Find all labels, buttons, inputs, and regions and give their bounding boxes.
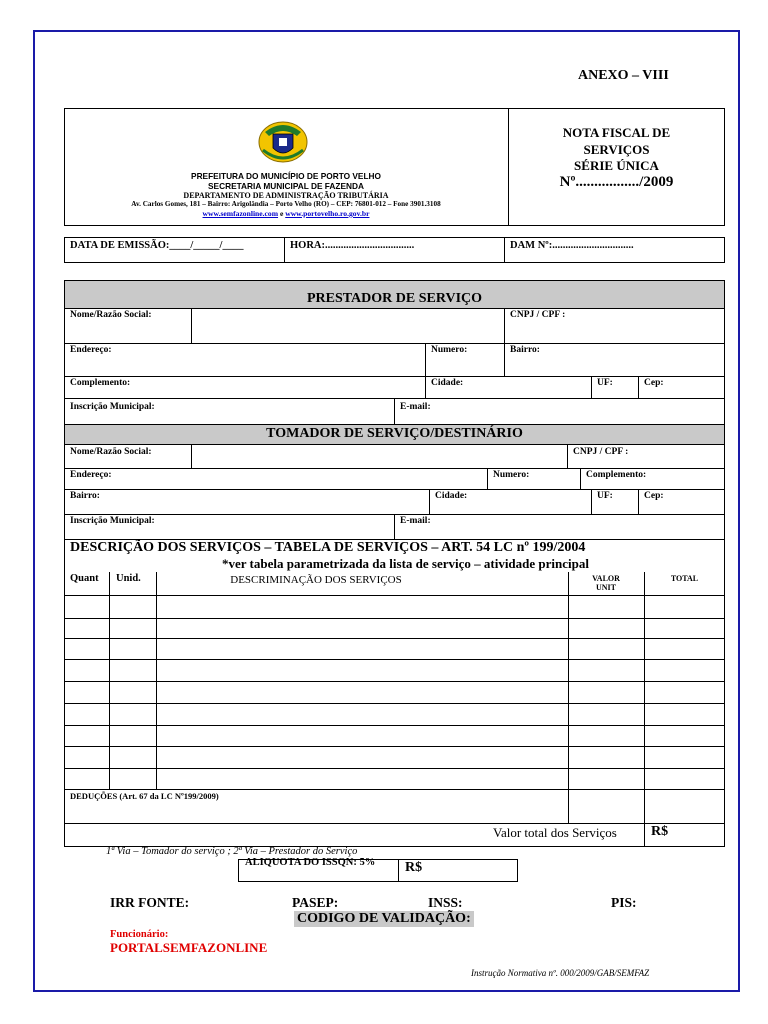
aliquota-rs: R$ [405, 860, 423, 875]
prestador-cnpj-label: CNPJ / CPF : [510, 310, 566, 320]
data-emissao-field[interactable]: DATA DE EMISSÃO:____/_____/____ [70, 240, 244, 251]
prestador-numero-label: Numero: [431, 345, 468, 355]
link-portovelho[interactable]: www.portovelho.ro.gov.br [285, 209, 370, 218]
tomador-inscricao-label: Inscrição Municipal: [70, 516, 155, 526]
pasep-label: PASEP: [292, 895, 339, 910]
tomador-uf-label: UF: [597, 491, 613, 501]
prestador-uf-label: UF: [597, 378, 613, 388]
tomador-email-label: E-mail: [400, 516, 431, 526]
vias-note: 1ª Via – Tomador do serviço ; 2ª Via – Prestador do Serviço [106, 846, 358, 857]
tomador-cnpj-label: CNPJ / CPF : [573, 447, 629, 457]
hora-field[interactable]: HORA:.................................. [290, 240, 415, 251]
col-unid: Unid. [116, 573, 141, 584]
tomador-complemento-label: Complemento: [586, 470, 647, 480]
prestador-inscricao-label: Inscrição Municipal: [70, 402, 155, 412]
nota-title-line3: SÉRIE ÚNICA [574, 158, 659, 173]
funcionario-name: PORTALSEMFAZONLINE [110, 940, 268, 955]
prestador-cidade-label: Cidade: [431, 378, 464, 388]
pis-label: PIS: [611, 895, 637, 910]
nota-number: Nº................./2009 [559, 174, 674, 190]
servicos-subtitle: *ver tabela parametrizada da lista de serviço – atividade principal [222, 556, 589, 571]
tomador-cidade-label: Cidade: [435, 491, 468, 501]
col-valor-1: VALOR [592, 574, 620, 583]
annex-label: ANEXO – VIII [578, 68, 669, 83]
irr-fonte-label: IRR FONTE: [110, 895, 190, 910]
link-semfazonline[interactable]: www.semfazonline.com [202, 209, 279, 218]
prestador-email-label: E-mail: [400, 402, 431, 412]
nota-title-line1: NOTA FISCAL DE [562, 125, 671, 140]
tomador-nome-label: Nome/Razão Social: [70, 447, 152, 457]
deducoes-label: DEDUÇÕES (Art. 67 da LC Nº199/2009) [70, 791, 219, 801]
inss-label: INSS: [428, 895, 463, 910]
prestador-endereco-label: Endereço: [70, 345, 112, 355]
header-links [64, 209, 508, 218]
prestador-cep-label: Cep: [644, 378, 664, 388]
codigo-validacao-label: CODIGO DE VALIDAÇÃO: [294, 911, 474, 927]
col-quant: Quant [70, 573, 99, 584]
valor-total-label: Valor total dos Serviços [493, 825, 617, 840]
col-desc: DESCRIMINAÇÃO DOS SERVIÇOS [230, 574, 402, 586]
nota-title-line2: SERVIÇOS [583, 142, 650, 157]
instrucao-normativa: Instrução Normativa nº. 000/2009/GAB/SEMFAZ [471, 968, 650, 978]
header-prefeitura: PREFEITURA DO MUNICÍPIO DE PORTO VELHO [191, 171, 381, 181]
servicos-title: DESCRIÇÃO DOS SERVIÇOS – TABELA DE SERVIÇOS – ART. 54 LC nº 199/2004 [70, 540, 586, 555]
tomador-bairro-label: Bairro: [70, 491, 100, 501]
col-valor-2: UNIT [595, 583, 616, 592]
prestador-title: PRESTADOR DE SERVIÇO [306, 291, 483, 306]
header-departamento: DEPARTAMENTO DE ADMINISTRAÇÃO TRIBUTÁRIA [183, 191, 389, 200]
coat-of-arms-icon [257, 120, 309, 166]
tomador-cep-label: Cep: [644, 491, 664, 501]
tomador-title: TOMADOR DE SERVIÇO/DESTINÁRIO [266, 426, 523, 441]
tomador-endereco-label: Endereço: [70, 470, 112, 480]
valor-total-rs: R$ [651, 824, 669, 839]
prestador-bairro-label: Bairro: [510, 345, 540, 355]
dam-field[interactable]: DAM Nº:............................... [510, 240, 634, 251]
tomador-numero-label: Numero: [493, 470, 530, 480]
aliquota-label: ALIQUOTA DO ISSQN: 5% [245, 857, 376, 868]
prestador-nome-label: Nome/Razão Social: [70, 310, 152, 320]
link-separator: e [278, 209, 286, 218]
col-total: TOTAL [670, 574, 699, 583]
header-endereco: Av. Carlos Gomes, 181 – Bairro: Arigolândia – Porto Velho (RO) – CEP: 76801-012 – Fone 3901.3108 [131, 200, 441, 208]
header-secretaria: SECRETARIA MUNICIPAL DE FAZENDA [208, 181, 364, 191]
prestador-complemento-label: Complemento: [70, 378, 131, 388]
funcionario-label: Funcionário: [110, 929, 169, 940]
